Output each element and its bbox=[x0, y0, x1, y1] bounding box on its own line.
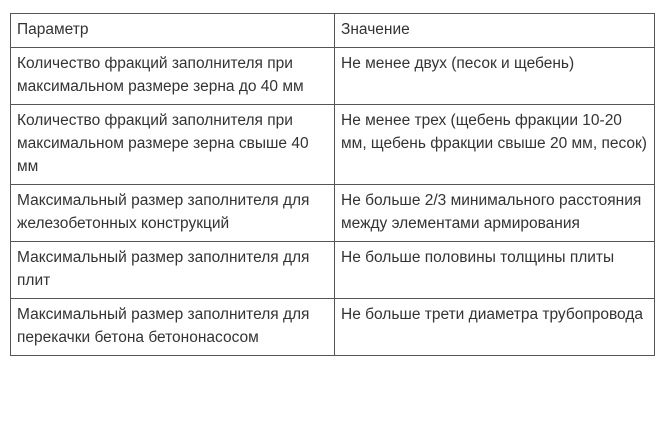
header-value: Значение bbox=[335, 14, 655, 48]
row-parameter: Максимальный размер заполнителя для перекачки бетона бетононасосом bbox=[11, 299, 335, 356]
header-parameter: Параметр bbox=[11, 14, 335, 48]
row-parameter: Количество фракций заполнителя при максимальном размере зерна до 40 мм bbox=[11, 48, 335, 105]
row-value: Не больше половины толщины плиты bbox=[335, 242, 655, 299]
specs-table bbox=[10, 13, 655, 356]
row-parameter: Количество фракций заполнителя при максимальном размере зерна свыше 40 мм bbox=[11, 105, 335, 185]
row-value: Не больше 2/3 минимального расстояния между элементами армирования bbox=[335, 185, 655, 242]
table-header-row bbox=[11, 14, 655, 48]
row-value: Не менее двух (песок и щебень) bbox=[335, 48, 655, 105]
row-value: Не менее трех (щебень фракции 10-20 мм, щебень фракции свыше 20 мм, песок) bbox=[335, 105, 655, 185]
table-row bbox=[11, 105, 655, 185]
row-value: Не больше трети диаметра трубопровода bbox=[335, 299, 655, 356]
specs-table-container bbox=[10, 13, 654, 356]
row-parameter: Максимальный размер заполнителя для железобетонных конструкций bbox=[11, 185, 335, 242]
table-row bbox=[11, 242, 655, 299]
table-row bbox=[11, 299, 655, 356]
row-parameter: Максимальный размер заполнителя для плит bbox=[11, 242, 335, 299]
table-row bbox=[11, 185, 655, 242]
table-row bbox=[11, 48, 655, 105]
